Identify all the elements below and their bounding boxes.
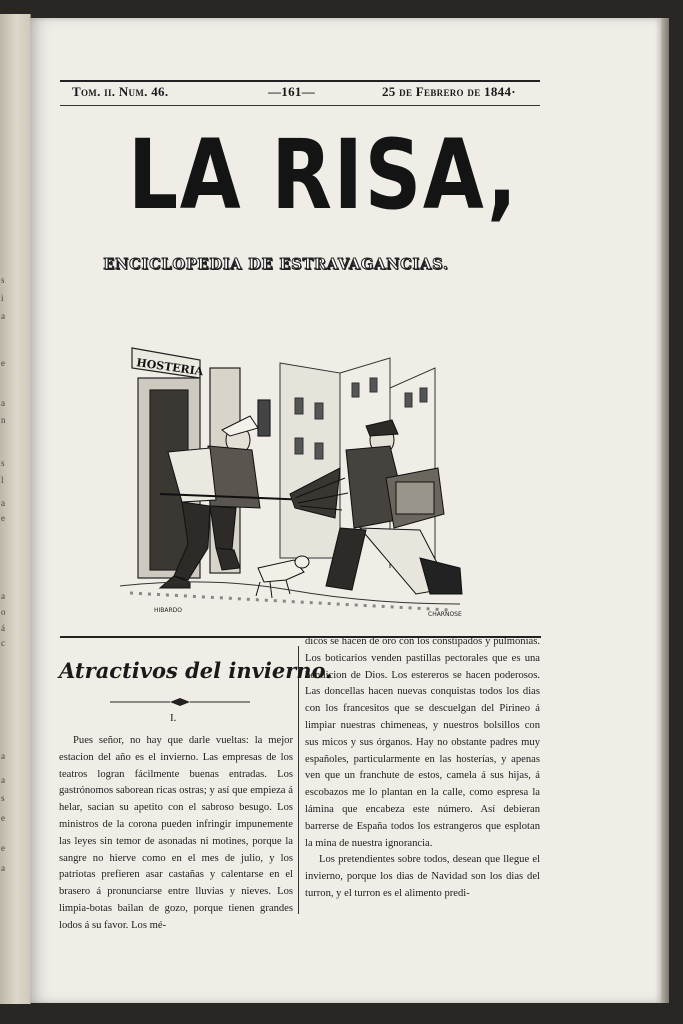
page-number: —161— [268,84,315,99]
article-paragraph: Pues señor, no hay que darle vueltas: la mejor estacion del año es el invierno. Las empresas de los teatros logran fácilmente buenas entradas. Los gastrónomos saborean ricas ostras; y así que empieza á helar, sacian su apetito con el sabroso besugo. Los ministros de la corona pueden infringir impunemente las leyes sin temor de asonadas ni motines, porque la sangre no hierve como en el mes de julio, y los patriotas prefieren asar castañas y calentarse en el brasero á pronunciarse entre lluvias y nieves. Los limpia-botas bailan de gozo, porque tienen grandes lodos á su favor. Los mé- [59,735,293,931]
section-number: I. [170,712,177,724]
masthead-title: LA RISA, [128,119,519,231]
issue-number: Tom. ii. Num. 46. [72,84,169,99]
hosteria-sign: HOSTERIA [135,356,205,379]
article-paragraph: Los pretendientes sobre todos, desean que llegue el invierno, porque los dias de Navidad son los dias del turron, y el turron es el alimento predi- [305,854,540,899]
engraving-illustration [90,318,470,618]
artist-signature-left: HIBARDO [154,607,183,614]
header-top-rule [60,80,540,82]
article-title: Atractivos del invierno. [59,658,333,683]
issue-date: 25 de Febrero de 1844· [382,84,516,99]
column-divider [298,646,299,914]
article-left-column [59,733,293,935]
page-edge [661,18,669,1003]
left-page-edge: s i a e a n s l a e a o á c a a s e e a [0,14,31,1004]
artist-signature-right: CHARNOSE [428,611,462,618]
article-paragraph: dicos se hacen de oro con los constipados y pulmonías. Los boticarios venden pastillas pectorales que es una bendicion de Dios. Los estereros se hacen poderosos. Las doncellas hacen nuevas conquistas todos los dias con los francesitos que se descuelgan del Pirineo á limpiar nuestras chimeneas, y nuestros bolsillos con sus micos y sus órganos. Hay no obstante padres muy españoles, particularmente en las hosterías, y apenas ven que un franchute de estos, camela á sus hijas, á escobazos me lo plantan en la calle, como espresa la lámina que encabeza este número. Así debieran barrerse de España todos los estrangeros que esplotan la mina de nuestra ignorancia. [305,636,540,849]
masthead-subtitle: ENCICLOPEDIA DE ESTRAVAGANCIAS. [103,256,449,273]
header-bottom-rule [60,105,540,106]
article-right-column [305,634,540,903]
title-ornament [110,697,250,707]
